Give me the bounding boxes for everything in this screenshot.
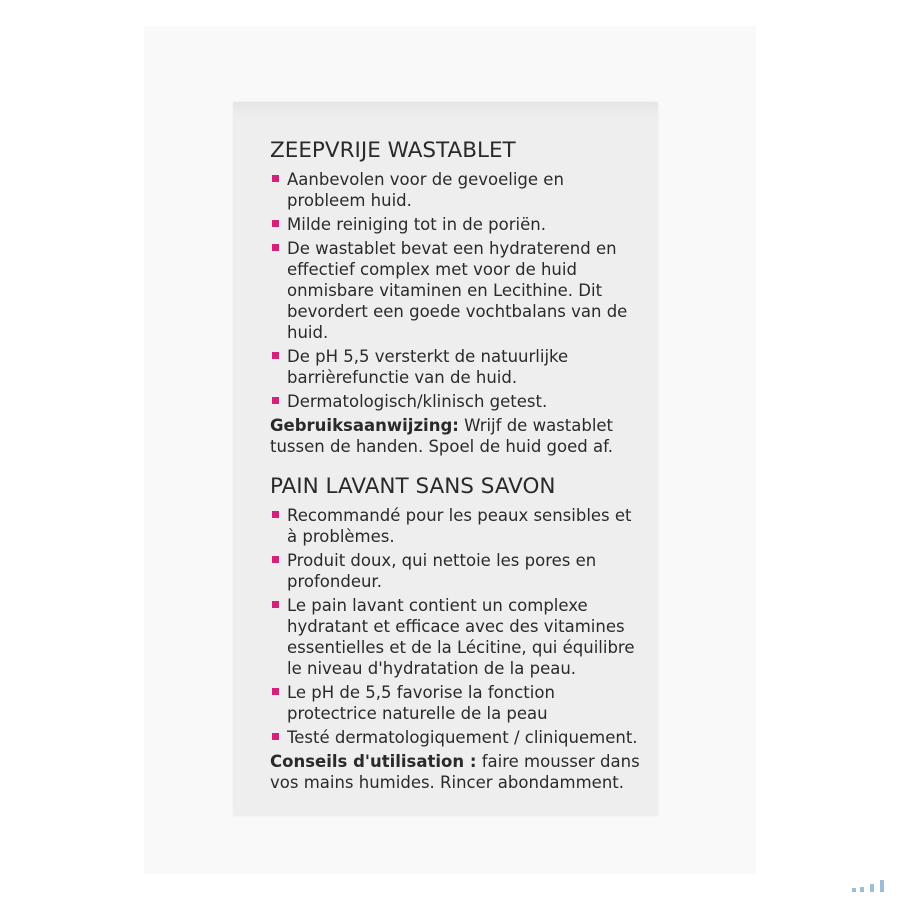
list-item xyxy=(270,214,640,235)
list-item xyxy=(270,169,640,211)
bullet-list-nl xyxy=(270,169,640,412)
list-item-text: Le pain lavant contient un complexe hydratant et efficace avec des vitamines essentielles et de la Lécitine, qui équilibre le niveau d'hydratation de la peau. xyxy=(287,596,635,678)
bullet-square-icon xyxy=(272,220,279,227)
list-item-text: De pH 5,5 versterkt de natuurlijke barrièrefunctie van de huid. xyxy=(287,347,569,387)
list-item xyxy=(270,682,640,724)
bullet-square-icon xyxy=(272,244,279,251)
bullet-square-icon xyxy=(272,733,279,740)
bullet-square-icon xyxy=(272,556,279,563)
list-item xyxy=(270,727,640,748)
list-item-text: Testé dermatologiquement / cliniquement. xyxy=(287,728,638,747)
list-item-text: Dermatologisch/klinisch getest. xyxy=(287,392,548,411)
list-item xyxy=(270,346,640,388)
box-top-edge xyxy=(233,102,658,116)
list-item xyxy=(270,238,640,343)
list-item xyxy=(270,550,640,592)
list-item-text: Produit doux, qui nettoie les pores en profondeur. xyxy=(287,551,597,591)
watermark-logo-icon xyxy=(852,880,886,892)
list-item-text: Milde reiniging tot in de poriën. xyxy=(287,215,546,234)
heading-fr: PAIN LAVANT SANS SAVON xyxy=(270,474,556,499)
usage-text-nl: Wrijf de wastablet tussen de handen. Spoel de huid goed af. xyxy=(270,416,614,456)
usage-instructions-fr xyxy=(270,751,640,793)
list-item-text: Le pH de 5,5 favorise la fonction protectrice naturelle de la peau xyxy=(287,683,555,723)
product-info-text xyxy=(270,138,640,793)
list-item xyxy=(270,391,640,412)
usage-label-fr: Conseils d'utilisation : xyxy=(270,752,477,771)
list-item-text: De wastablet bevat een hydraterend en effectief complex met voor de huid onmisbare vitaminen en Lecithine. Dit bevordert een goede vochtbalans van de huid. xyxy=(287,239,628,342)
usage-text-fr: faire mousser dans vos mains humides. Rincer abondamment. xyxy=(270,752,640,792)
usage-label-nl: Gebruiksaanwijzing: xyxy=(270,416,459,435)
bullet-square-icon xyxy=(272,601,279,608)
bullet-square-icon xyxy=(272,688,279,695)
heading-nl: ZEEPVRIJE WASTABLET xyxy=(270,138,516,163)
usage-instructions-nl xyxy=(270,415,640,457)
list-item-text: Aanbevolen voor de gevoelige en probleem huid. xyxy=(287,170,564,210)
list-item xyxy=(270,595,640,679)
bullet-square-icon xyxy=(272,511,279,518)
list-item-text: Recommandé pour les peaux sensibles et à problèmes. xyxy=(287,506,632,546)
bullet-square-icon xyxy=(272,175,279,182)
list-item xyxy=(270,505,640,547)
bullet-square-icon xyxy=(272,397,279,404)
bullet-list-fr xyxy=(270,505,640,748)
bullet-square-icon xyxy=(272,352,279,359)
